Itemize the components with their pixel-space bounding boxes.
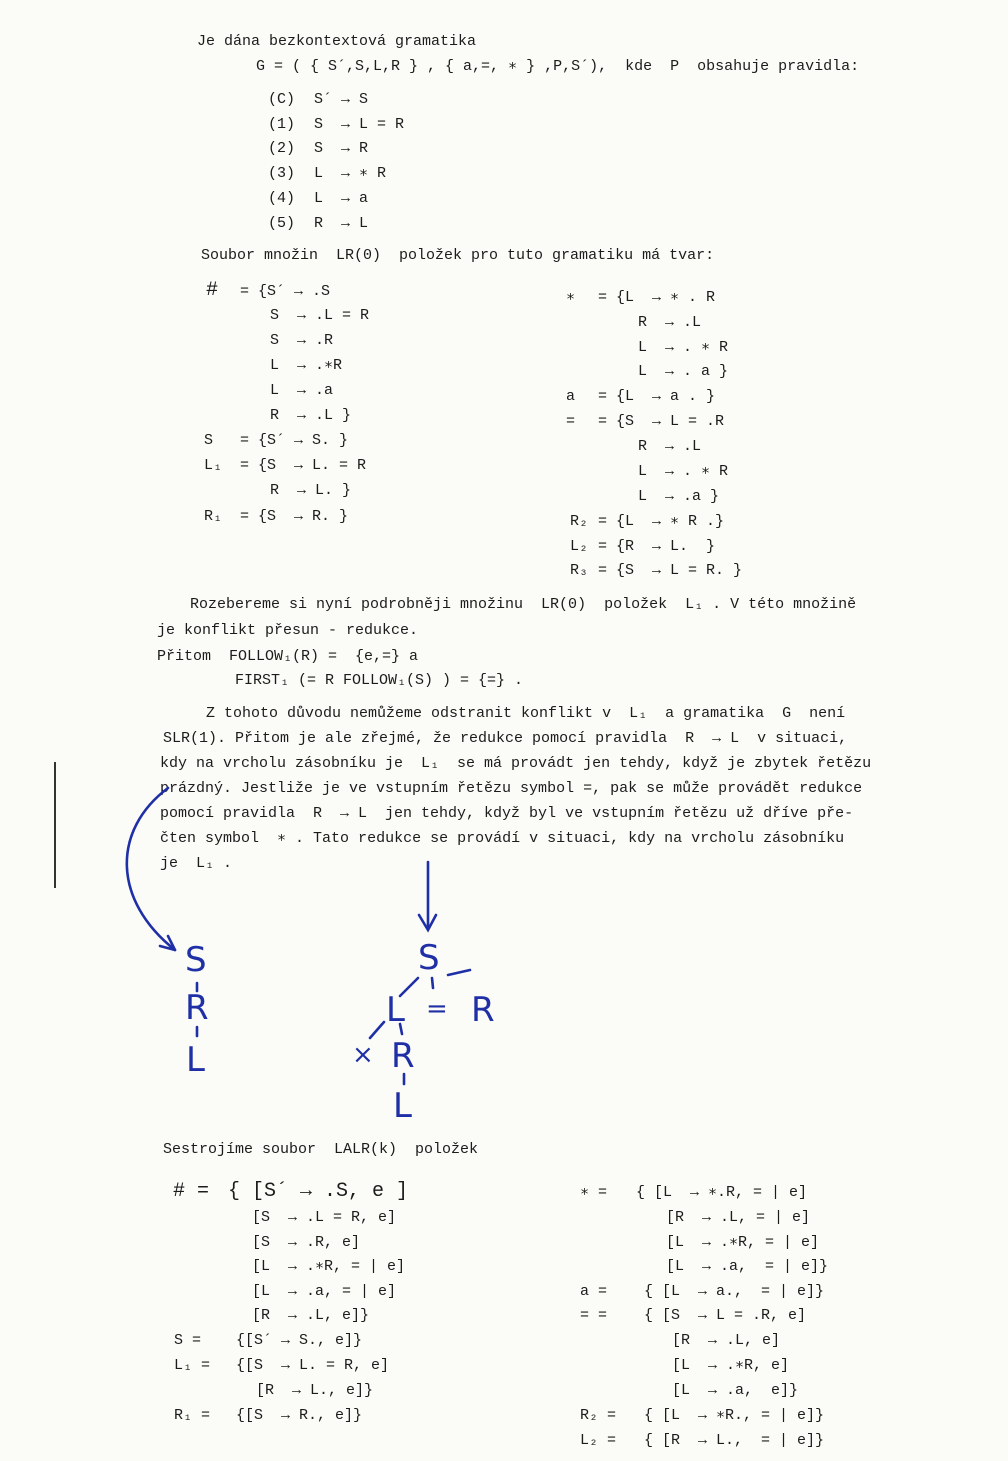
item-line: [L → .a, = | e] bbox=[252, 1283, 397, 1300]
paragraph-line: kdy na vrcholu zásobníku je L₁ se má provádt jen tehdy, když je zbytek řetězu bbox=[160, 755, 872, 772]
rule-id: (3) bbox=[268, 165, 296, 182]
paragraph-line: Rozebereme si nyní podrobněji množinu LR(0) položek L₁ . V této množině bbox=[190, 596, 857, 613]
item-line: [R → .L, e] bbox=[672, 1332, 781, 1349]
paragraph-line: SLR(1). Přitom je ale zřejmé, že redukce pomocí pravidla R → L v situaci, bbox=[163, 730, 848, 747]
item-line: L → . a } bbox=[638, 363, 729, 380]
item-line: { [L → a., = | e]} bbox=[644, 1283, 825, 1300]
item-line: = {S → L = R. } bbox=[598, 562, 743, 579]
tree2-node: = bbox=[426, 994, 448, 1024]
item-line: L → .a } bbox=[638, 488, 720, 505]
curved-arrow bbox=[127, 788, 175, 950]
set-label: = = bbox=[580, 1307, 608, 1324]
tree2-node: R bbox=[471, 990, 495, 1030]
set-label: L₁ = bbox=[174, 1357, 211, 1374]
item-line: { [L → ∗.R, = | e] bbox=[636, 1184, 808, 1201]
item-line: R → .L bbox=[638, 314, 702, 331]
paragraph-line: Přitom FOLLOW₁(R) = {e,=} a bbox=[157, 648, 419, 665]
item-line: = {R → L. } bbox=[598, 538, 716, 555]
tree1-node: L bbox=[186, 1040, 205, 1080]
tree1-node: S bbox=[185, 940, 207, 980]
item-line: {[S´ → S., e]} bbox=[236, 1332, 363, 1349]
rule-text: S´ → S bbox=[314, 91, 369, 108]
set-label: ∗ = bbox=[580, 1184, 608, 1201]
item-line: [L → .∗R, = | e] bbox=[666, 1234, 820, 1251]
item-line: = {S → L = .R bbox=[598, 413, 725, 430]
rule-text: S → R bbox=[314, 140, 369, 157]
set-label: a = bbox=[580, 1283, 608, 1300]
lr0-heading: Soubor množin LR(0) položek pro tuto gramatiku má tvar: bbox=[201, 247, 715, 264]
intro-line: Je dána bezkontextová gramatika bbox=[197, 33, 477, 50]
lalr-heading: Sestrojíme soubor LALR(k) položek bbox=[163, 1141, 479, 1158]
set-label: R₁ = bbox=[174, 1407, 211, 1424]
item-line: R → .L } bbox=[270, 407, 352, 424]
set-label: L₁ bbox=[204, 457, 223, 474]
tree2-node: L bbox=[386, 990, 405, 1030]
rule-id: (C) bbox=[268, 91, 296, 108]
set-label: # = bbox=[173, 1180, 210, 1203]
tree-edge bbox=[432, 978, 433, 988]
rule-id: (5) bbox=[268, 215, 296, 232]
item-line: L → .∗R bbox=[270, 357, 343, 374]
grammar-definition: G = ( { S´,S,L,R } , { a,=, ∗ } ,P,S´), kde P obsahuje pravidla: bbox=[256, 58, 860, 75]
set-label: S = bbox=[174, 1332, 202, 1349]
item-line: [S → .R, e] bbox=[252, 1234, 361, 1251]
paragraph-line: je konflikt přesun - redukce. bbox=[157, 622, 419, 639]
set-label: a bbox=[566, 388, 576, 405]
rule-id: (4) bbox=[268, 190, 296, 207]
item-line: = {S → R. } bbox=[240, 508, 349, 525]
rule-id: (1) bbox=[268, 116, 296, 133]
item-line: L → .a bbox=[270, 382, 334, 399]
item-line: = {L → ∗ R .} bbox=[598, 513, 725, 530]
item-line: [R → L., e]} bbox=[256, 1382, 374, 1399]
tree2-node: S bbox=[418, 938, 440, 978]
item-line: { [S → L = .R, e] bbox=[644, 1307, 807, 1324]
set-label: R₂ = bbox=[580, 1407, 617, 1424]
paragraph-line: pomocí pravidla R → L jen tehdy, když byl ve vstupním řetězu už dříve pře- bbox=[160, 805, 854, 822]
rule-text: L → a bbox=[314, 190, 369, 207]
paragraph-line: je L₁ . bbox=[160, 855, 233, 872]
paragraph-line: Z tohoto důvodu nemůžeme odstranit konflikt v L₁ a gramatika G není bbox=[206, 705, 846, 722]
set-label: ∗ bbox=[566, 289, 576, 306]
item-line: S → .R bbox=[270, 332, 334, 349]
item-line: [L → .a, = | e]} bbox=[666, 1258, 829, 1275]
rule-text: R → L bbox=[314, 215, 369, 232]
set-label: # bbox=[206, 279, 219, 302]
set-label: R₁ bbox=[204, 508, 223, 525]
item-line: = {S → L. = R bbox=[240, 457, 367, 474]
item-line: { [L → ∗R., = | e]} bbox=[644, 1407, 825, 1424]
item-line: [R → .L, = | e] bbox=[666, 1209, 811, 1226]
item-line: { [R → L., = | e]} bbox=[644, 1432, 825, 1449]
item-line: {[S → L. = R, e] bbox=[236, 1357, 390, 1374]
set-label: S bbox=[204, 432, 214, 449]
rule-text: S → L = R bbox=[314, 116, 405, 133]
tree-edge bbox=[448, 970, 470, 975]
item-line: { [S´ → .S, e ] bbox=[228, 1180, 409, 1203]
item-line: [L → .∗R, = | e] bbox=[252, 1258, 406, 1275]
item-line: = {S´ → S. } bbox=[240, 432, 349, 449]
paragraph-line: prázdný. Jestliže je ve vstupním řetězu symbol =, pak se může provádět redukce bbox=[160, 780, 863, 797]
item-line: L → . ∗ R bbox=[638, 463, 729, 480]
paragraph-line: FIRST₁ (= R FOLLOW₁(S) ) = {=} . bbox=[235, 672, 524, 689]
rule-text: L → ∗ R bbox=[314, 165, 387, 182]
item-line: [R → .L, e]} bbox=[252, 1307, 370, 1324]
item-line: [L → .∗R, e] bbox=[672, 1357, 790, 1374]
set-label: L₂ = bbox=[580, 1432, 617, 1449]
item-line: [S → .L = R, e] bbox=[252, 1209, 397, 1226]
set-label: = bbox=[566, 413, 576, 430]
set-label: L₂ bbox=[570, 538, 589, 555]
tree2-node: × bbox=[352, 1040, 374, 1070]
tree1-node: R bbox=[185, 988, 209, 1028]
item-line: = {L → a . } bbox=[598, 388, 716, 405]
item-line: {[S → R., e]} bbox=[236, 1407, 363, 1424]
rule-id: (2) bbox=[268, 140, 296, 157]
tree2-node: R bbox=[391, 1036, 415, 1076]
tree2-node: L bbox=[393, 1086, 412, 1126]
set-label: R₃ bbox=[570, 562, 589, 579]
item-line: [L → .a, e]} bbox=[672, 1382, 799, 1399]
item-line: R → .L bbox=[638, 438, 702, 455]
paragraph-line: čten symbol ∗ . Tato redukce se provádí v situaci, kdy na vrcholu zásobníku bbox=[160, 830, 845, 847]
tree-edge bbox=[370, 1022, 384, 1038]
set-label: R₂ bbox=[570, 513, 589, 530]
item-line: L → . ∗ R bbox=[638, 339, 729, 356]
item-line: S → .L = R bbox=[270, 307, 370, 324]
item-line: = {L → ∗ . R bbox=[598, 289, 716, 306]
item-line: R → L. } bbox=[270, 482, 352, 499]
item-line: = {S´ → .S bbox=[240, 283, 331, 300]
